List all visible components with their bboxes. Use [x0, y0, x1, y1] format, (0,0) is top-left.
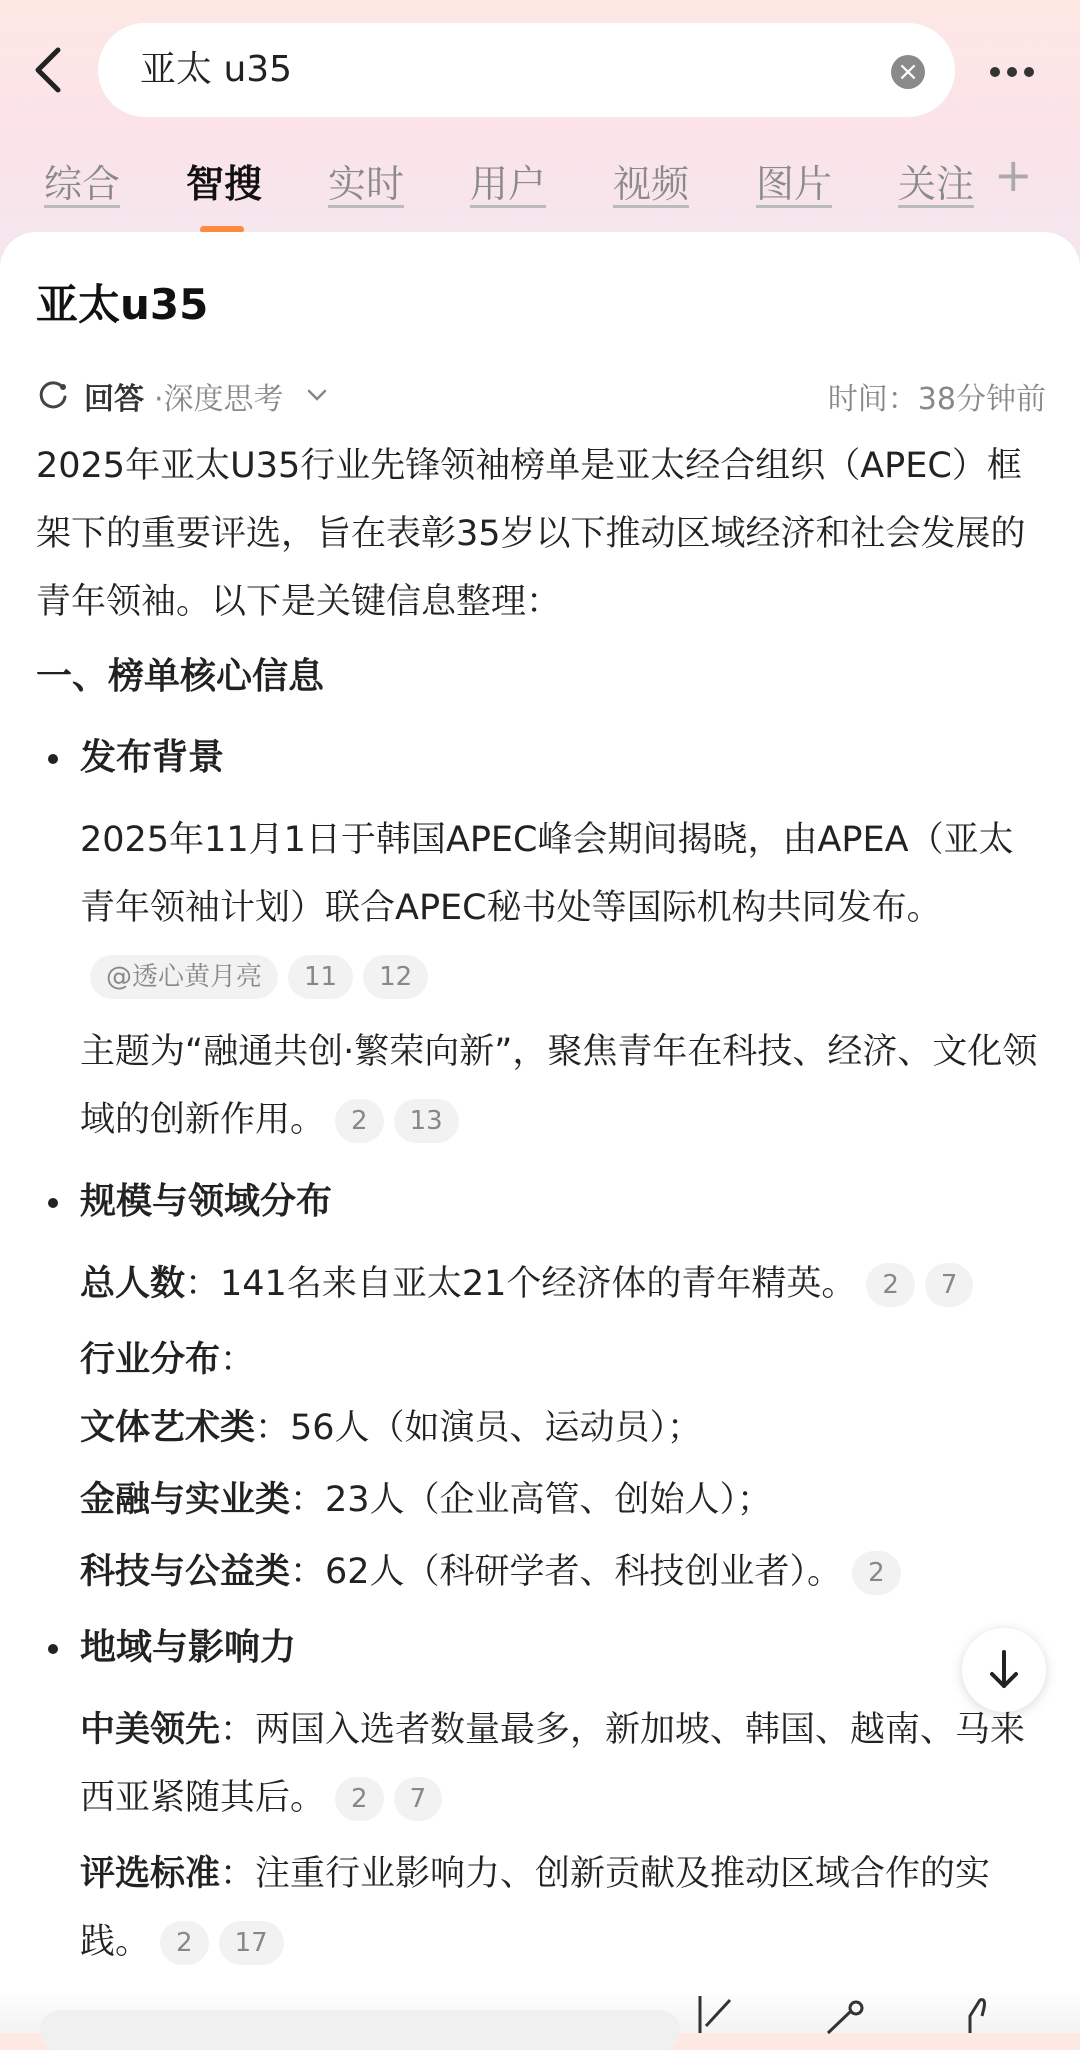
list-item: [36, 806, 1046, 1010]
list-item: [36, 1326, 1046, 1394]
back-arrow-icon[interactable]: [22, 40, 82, 100]
add-tab-icon[interactable]: +: [994, 148, 1033, 202]
answer-content: [36, 432, 1046, 1984]
item-label: 总人数: [80, 1264, 186, 1304]
item-label: 中美领先: [80, 1710, 221, 1750]
item-label: 评选标准: [80, 1854, 221, 1894]
bullet-heading: 规模与领域分布: [36, 1162, 1046, 1242]
clear-icon[interactable]: ×: [891, 55, 925, 89]
item-text: ：56人（如演员、运动员）；: [255, 1408, 703, 1448]
bullet-heading: 地域与影响力: [36, 1608, 1046, 1688]
item-text: ：23人（企业高管、创始人）；: [290, 1480, 773, 1520]
share-icon[interactable]: [820, 1996, 870, 2033]
citation-badge[interactable]: 2: [852, 1551, 901, 1595]
tab-realtime[interactable]: 实时: [328, 162, 405, 206]
citation-badge[interactable]: 2: [160, 1921, 209, 1965]
citation-badge[interactable]: 7: [394, 1777, 443, 1821]
citation-badge[interactable]: 13: [394, 1099, 459, 1143]
item-text: ：两国入选者数量最多，新加坡、韩国、越南、马来西亚紧随其后。: [80, 1710, 1026, 1818]
list-item: [36, 1018, 1046, 1154]
item-label: 行业分布: [80, 1340, 221, 1380]
item-label: 文体艺术类: [80, 1408, 256, 1448]
list-item: [36, 1696, 1046, 1832]
item-text: 主题为“融通共创·繁荣向新”，聚焦青年在科技、经济、文化领域的创新作用。: [80, 1032, 1038, 1140]
list-item: [36, 1250, 1046, 1318]
answer-label: 回答: [84, 382, 144, 417]
more-icon[interactable]: [990, 62, 1041, 81]
tab-users[interactable]: 用户: [470, 162, 547, 206]
refresh-icon: [36, 378, 70, 412]
arrow-down-icon: [962, 1628, 1046, 1712]
tab-smart-search[interactable]: 智搜: [186, 162, 263, 206]
tab-comprehensive[interactable]: 综合: [44, 162, 121, 206]
item-label: 金融与实业类: [80, 1480, 291, 1520]
section-heading: 一、榜单核心信息: [36, 656, 325, 697]
deep-think-label[interactable]: ·深度思考: [154, 382, 284, 417]
list-item: [36, 1394, 1046, 1462]
list-item: [36, 1538, 1046, 1606]
tab-bar: [0, 150, 1080, 230]
tab-images[interactable]: 图片: [756, 162, 833, 206]
search-query[interactable]: 亚太 u35: [140, 49, 293, 90]
citation-badge[interactable]: 11: [288, 955, 353, 999]
citation-badge[interactable]: 17: [219, 1921, 284, 1965]
search-input[interactable]: [98, 23, 955, 117]
tab-following[interactable]: 关注: [898, 162, 975, 206]
item-text: ：注重行业影响力、创新贡献及推动区域合作的实践。: [80, 1854, 991, 1962]
intro-paragraph: 2025年亚太U35行业先锋领袖榜单是亚太经合组织（APEC）框架下的重要评选，旨在表彰35岁以下推动区域经济和社会发展的青年领袖。以下是关键信息整理：: [36, 446, 1026, 622]
item-text: 2025年11月1日于韩国APEC峰会期间揭晓，由APEA（亚太青年领袖计划）联合APEC秘书处等国际机构共同发布。: [80, 820, 1014, 928]
citation-badge[interactable]: 2: [335, 1099, 384, 1143]
tab-video[interactable]: 视频: [613, 162, 690, 206]
citation-badge[interactable]: 12: [363, 955, 428, 999]
edit-icon[interactable]: [690, 1996, 740, 2033]
item-text: ：62人（科研学者、科技创业者）。: [290, 1552, 843, 1592]
source-badge[interactable]: @透心黄月亮: [90, 955, 278, 999]
page-title: 亚太u35: [36, 280, 209, 329]
bullet-heading: 发布背景: [36, 718, 1046, 798]
citation-badge[interactable]: 7: [925, 1263, 974, 1307]
citation-badge[interactable]: 2: [335, 1777, 384, 1821]
item-text: ：: [220, 1340, 256, 1380]
list-item: [36, 1462, 1046, 1538]
item-text: ：141名来自亚太21个经济体的青年精英。: [185, 1264, 857, 1304]
answer-meta: [36, 370, 1046, 420]
like-icon[interactable]: [960, 1996, 1010, 2033]
chevron-down-icon[interactable]: [306, 384, 328, 406]
list-item: [36, 1840, 1046, 1976]
comment-input[interactable]: [40, 2010, 680, 2050]
scroll-down-button[interactable]: [962, 1628, 1046, 1712]
top-bar: [0, 0, 1080, 150]
timestamp: 时间：38分钟前: [827, 382, 1046, 417]
citation-badge[interactable]: 2: [866, 1263, 915, 1307]
answer-card: [0, 232, 1080, 2033]
item-label: 科技与公益类: [80, 1552, 291, 1592]
